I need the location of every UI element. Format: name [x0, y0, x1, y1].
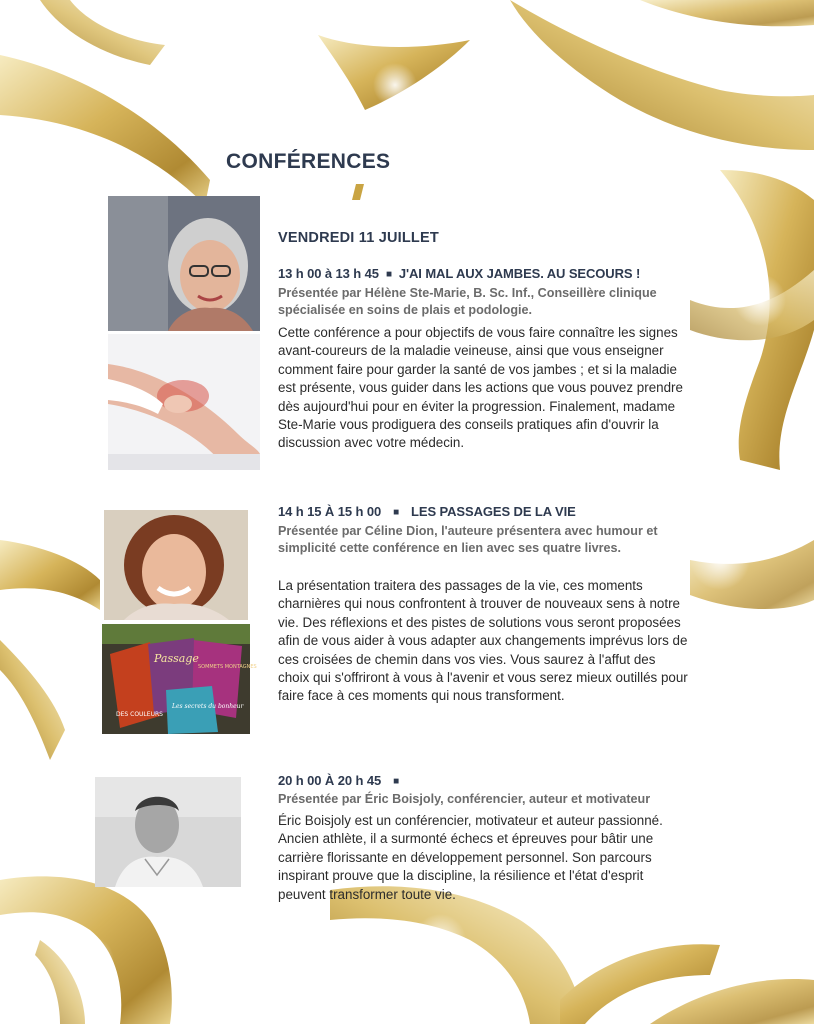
session-2-separator: ■ [393, 507, 400, 518]
presenter-photo-helene [108, 196, 260, 331]
session-3-description: Éric Boisjoly est un conférencier, motivateur et auteur passionné. Ancien athlète, il a surmonté échecs et épreuves pour bâtir une carrière florissante en développement personnel. Son parcours inspirant prouve que la discipline, la résilience et l'état d'esprit peuvent transformer toute vie. [278, 813, 663, 902]
session-1-presenter: Présentée par Hélène Ste-Marie, B. Sc. Inf., Conseillère clinique spécialisée en soins de plais et podologie. [278, 286, 657, 317]
event-day-heading: VENDREDI 11 JUILLET [278, 230, 439, 246]
book-title-passage: Passage [154, 652, 199, 665]
presenter-photo-celine [104, 510, 248, 620]
presenter-photo-eric [95, 777, 241, 887]
session-2-time: 14 h 15 À 15 h 00 [278, 504, 382, 519]
books-photo [102, 624, 257, 734]
session-1-time: 13 h 00 à 13 h 45 [278, 266, 379, 281]
session-2-presenter: Présentée par Céline Dion, l'auteure présentera avec humour et simplicité cette conférence en lien avec ses quatre livres. [278, 524, 658, 555]
session-1-separator: ■ [385, 269, 392, 280]
session-2-description: La présentation traitera des passages de la vie, ces moments charnières qui nous confrontent à trouver de nouveaux sens à notre vie. Des réflexions et des pistes de solutions vous seront proposées afin de vous aider à vous adapter aux changements imprévus lors de ces croisées de chemin dans vos vies. Vous saurez à l'affut des choix qui s'offriront à vous à l'avenir et vous serez mieux outillés pour faire face à ces moments qui nous transforment. [278, 578, 688, 704]
legs-photo [108, 334, 260, 470]
gold-accent-mark [352, 184, 364, 200]
session-2-heading [278, 504, 576, 519]
session-1-topic: J'AI MAL AUX JAMBES. AU SECOURS ! [398, 266, 641, 281]
session-3-heading [278, 773, 411, 788]
session-3-time: 20 h 00 À 20 h 45 [278, 773, 382, 788]
session-1-description: Cette conférence a pour objectifs de vous faire connaître les signes avant-coureurs de la maladie veineuse, ainsi que vous enseigner comment faire pour garder la santé de vos jambes ; et si la maladie est présente, vous guider dans les actions que vous pouvez prendre dès aujourd'hui pour en éviter la progression. Finalement, madame Ste-Marie vous prodiguera des conseils pratiques afin d'ouvrir la discussion avec votre médecin. [278, 325, 683, 451]
session-1-heading [278, 266, 640, 281]
book-title-sommets: SOMMETS MONTAGNES [198, 664, 257, 670]
page-title: CONFÉRENCES [226, 150, 391, 173]
session-3-presenter: Présentée par Éric Boisjoly, conférencier, auteur et motivateur [278, 792, 651, 806]
session-3-separator: ■ [393, 776, 400, 787]
book-title-secrets: Les secrets du bonheur [172, 703, 244, 710]
book-title-couleurs: DES COULEURS [116, 711, 163, 718]
session-2-topic: LES PASSAGES DE LA VIE [411, 504, 576, 519]
